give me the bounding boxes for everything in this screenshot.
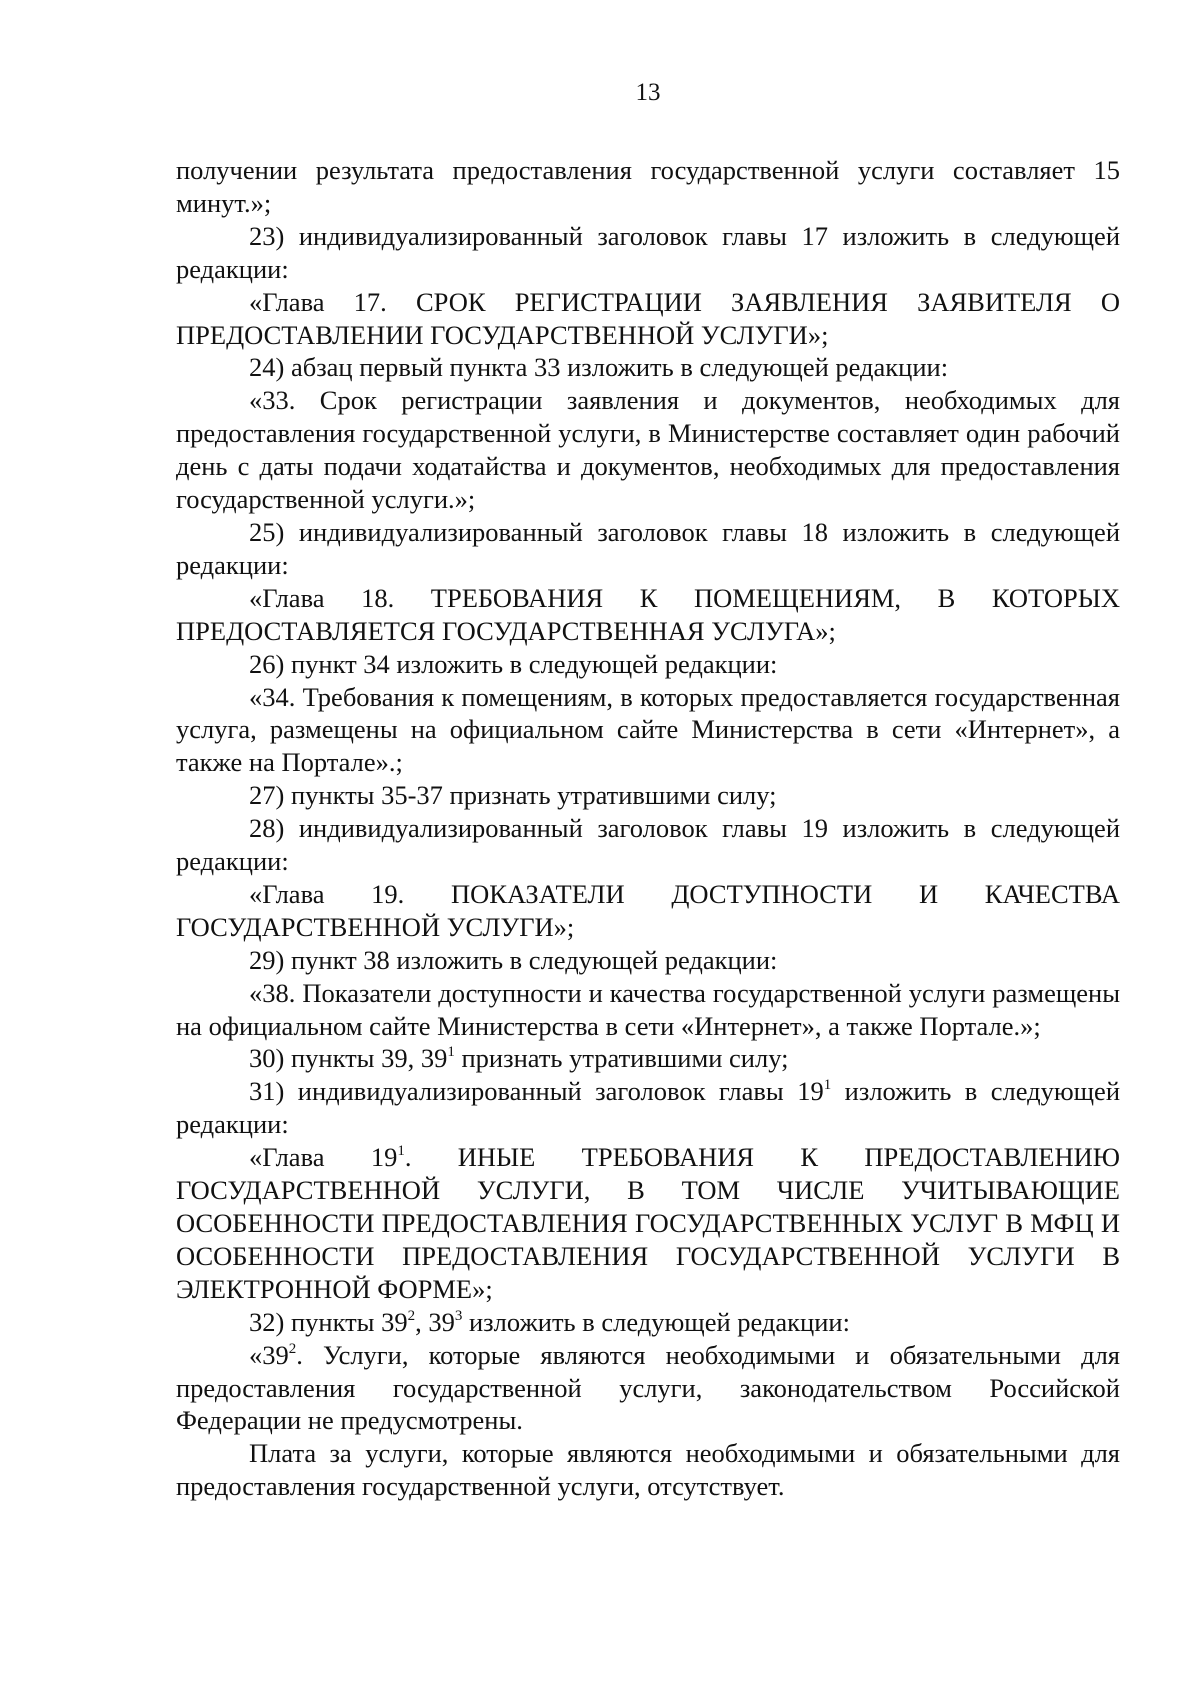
paragraph [176, 1042, 1120, 1075]
paragraph [176, 1339, 1120, 1438]
text-run: «39 [249, 1339, 289, 1370]
paragraph: 24) абзац первый пункта 33 изложить в следующей редакции: [249, 352, 949, 383]
paragraph: «38. Показатели доступности и качества государственной услуги размещены на официальном сайте Министерства в сети «Интернет», а также Портале.»; [176, 977, 1120, 1041]
paragraph: получении результата предоставления государственной услуги составляет 15 минут.»; [176, 155, 1120, 218]
paragraph: «33. Срок регистрации заявления и документов, необходимых для предоставления государственной услуги, в Министерстве составляет один рабочий день с даты подачи ходатайства и документов, необходимых для предоставления государственной услуги.»; [176, 385, 1120, 515]
text-run: . Услуги, которые являются необходимыми и обязательными для предоставления государственной услуги, законодательством Российской Федерации не предусмотрены. [176, 1339, 1120, 1436]
paragraph: 28) индивидуализированный заголовок главы 19 изложить в следующей редакции: [176, 813, 1120, 877]
superscript-index: 3 [454, 1307, 463, 1324]
text-run: . ИНЫЕ ТРЕБОВАНИЯ К ПРЕДОСТАВЛЕНИЮ ГОСУДАРСТВЕННОЙ УСЛУГИ, В ТОМ ЧИСЛЕ УЧИТЫВАЮЩИЕ ОСОБЕННОСТИ ПРЕДОСТАВЛЕНИЯ ГОСУДАРСТВЕННЫХ УСЛУГ В МФЦ И ОСОБЕННОСТИ ПРЕДОСТАВЛЕНИЯ ГОСУДАРСТВЕННОЙ УСЛУГИ В ЭЛЕКТРОННОЙ ФОРМЕ»; [176, 1142, 1120, 1304]
text-run: 32) пункты 39 [249, 1306, 408, 1337]
superscript-index: 1 [397, 1143, 405, 1160]
superscript-index: 1 [447, 1044, 455, 1061]
text-run: , 39 [415, 1306, 455, 1337]
paragraph: 23) индивидуализированный заголовок главы 17 изложить в следующей редакции: [176, 220, 1120, 284]
paragraph [176, 1075, 1120, 1141]
text-run: 30) пункты 39, 39 [249, 1043, 448, 1074]
paragraph: «Глава 17. СРОК РЕГИСТРАЦИИ ЗАЯВЛЕНИЯ ЗАЯВИТЕЛЯ О ПРЕДОСТАВЛЕНИИ ГОСУДАРСТВЕННОЙ УСЛУГИ»; [176, 286, 1120, 350]
paragraph: 25) индивидуализированный заголовок главы 18 изложить в следующей редакции: [176, 516, 1120, 580]
paragraph [176, 1141, 1120, 1306]
superscript-index: 1 [823, 1077, 832, 1094]
paragraph: «34. Требования к помещениям, в которых предоставляется государственная услуга, размещены на официальном сайте Министерства в сети «Интернет», а также на Портале».; [176, 681, 1120, 778]
text-run: изложить в следующей редакции: [462, 1306, 850, 1337]
document-body [176, 154, 1120, 1503]
paragraph [176, 1306, 1120, 1339]
paragraph: Плата за услуги, которые являются необходимыми и обязательными для предоставления государственной услуги, отсутствует. [176, 1438, 1120, 1502]
text-run: 31) индивидуализированный заголовок главы 19 [249, 1076, 824, 1107]
superscript-index: 2 [288, 1340, 297, 1357]
text-run: «Глава 19 [249, 1142, 398, 1173]
superscript-index: 2 [407, 1307, 416, 1324]
text-run: признать утратившими силу; [454, 1043, 789, 1074]
paragraph: 27) пункты 35-37 признать утратившими силу; [249, 780, 777, 811]
paragraph: «Глава 18. ТРЕБОВАНИЯ К ПОМЕЩЕНИЯМ, В КОТОРЫХ ПРЕДОСТАВЛЯЕТСЯ ГОСУДАРСТВЕННАЯ УСЛУГА»; [176, 582, 1120, 646]
page-number: 13 [635, 79, 661, 106]
paragraph: 26) пункт 34 изложить в следующей редакции: [249, 648, 778, 679]
paragraph: 29) пункт 38 изложить в следующей редакции: [249, 944, 778, 975]
paragraph: «Глава 19. ПОКАЗАТЕЛИ ДОСТУПНОСТИ И КАЧЕСТВА ГОСУДАРСТВЕННОЙ УСЛУГИ»; [176, 878, 1120, 942]
text-run: изложить в следующей редакции: [176, 1076, 1120, 1140]
